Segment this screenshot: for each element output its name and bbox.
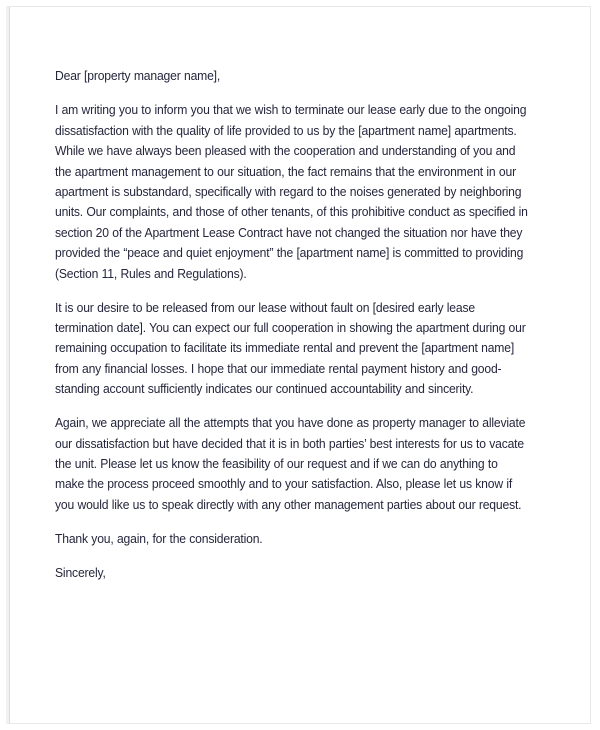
- letter-signoff: Sincerely,: [55, 566, 106, 581]
- letter-body: [55, 66, 547, 583]
- page-edge-shading: [6, 6, 9, 724]
- letter-paragraph-2: It is our desire to be released from our lease without fault on [desired early lease termination date]. You can expect our full cooperation in showing the apartment during our remaining occupation to facilitate its immediate rental and prevent the [apartment name] from any financial losses. I hope that our immediate rental payment history and good-standing account sufficiently indicates our continued accountability and sincerity.: [55, 300, 526, 397]
- letter-salutation: Dear [property manager name],: [55, 69, 221, 83]
- letter-paragraph-3: Again, we appreciate all the attempts that you have done as property manager to alleviate our dissatisfaction but have decided that it is in both parties’ best interests for us to vacate the unit. Please let us know the feasibility of our request and if we can do anything to make the process proceed smoothly and to your satisfaction. Also, please let us know if you would like us to speak directly with any other management parties about our request.: [55, 416, 526, 512]
- letter-paragraph-1: I am writing you to inform you that we wish to terminate our lease early due to the ongoing dissatisfaction with the quality of life provided to us by the [apartment name] apartments. While we have always been pleased with the cooperation and understanding of you and the apartment management to our situation, the fact remains that the environment in our apartment is substandard, specifically with regard to the noises generated by neighboring units. Our complaints, and those of other tenants, of this prohibitive conduct as specified in section 20 of the Apartment Lease Contract have not changed the situation nor have they provided the “peace and quiet enjoyment” the [apartment name] is committed to providing (Section 11, Rules and Regulations).: [55, 103, 528, 281]
- letter-closing-thanks: Thank you, again, for the consideration.: [55, 531, 263, 546]
